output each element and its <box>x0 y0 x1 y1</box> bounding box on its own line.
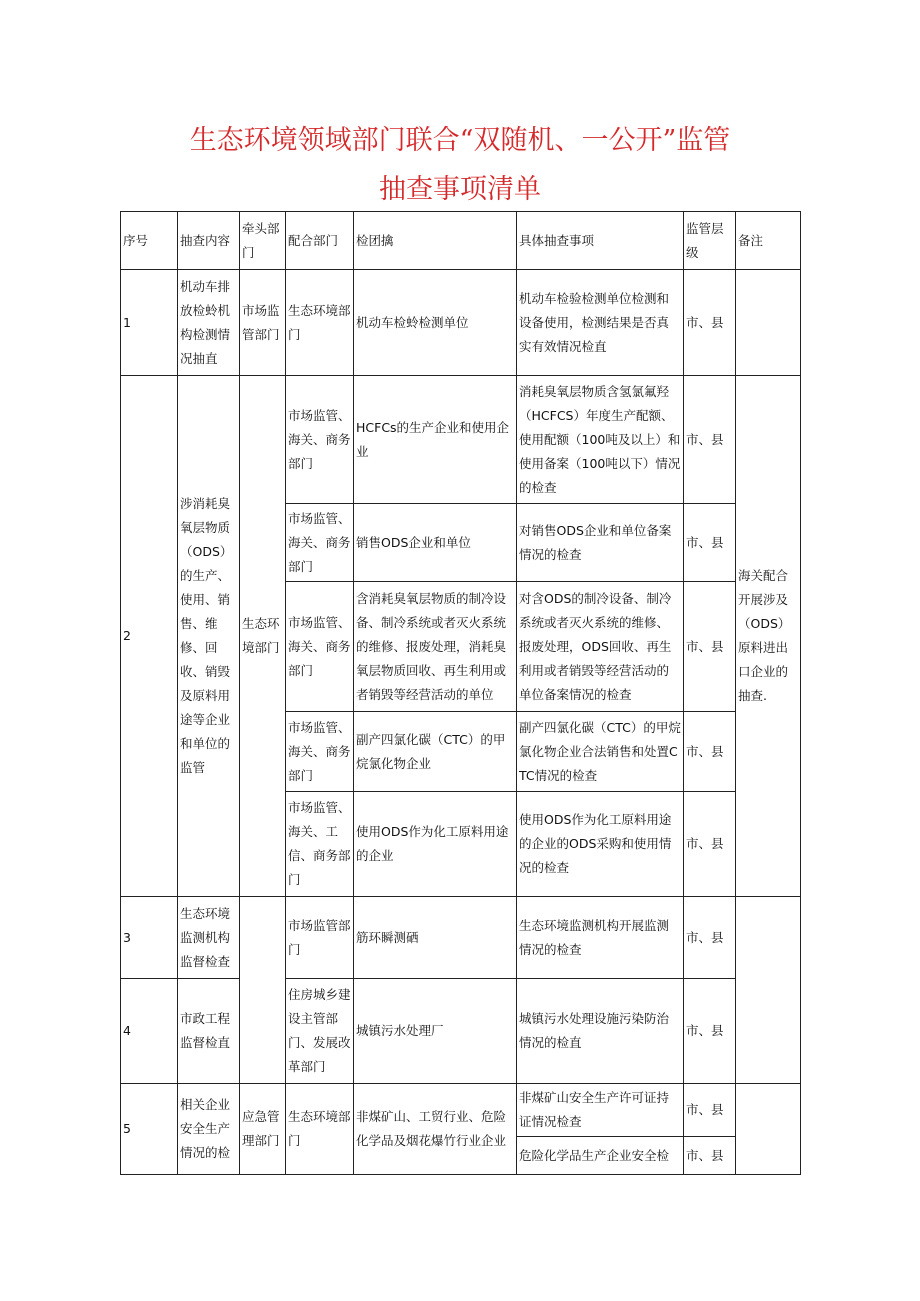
inspection-object: 城镇污水处理厂 <box>354 979 517 1084</box>
inspection-content: 相关企业安全生产情况的检 <box>178 1084 240 1175</box>
cooperating-department: 市场监管、海关、商务部门 <box>286 582 354 712</box>
table-row <box>121 270 801 376</box>
lead-department: 生态环境部门 <box>240 376 286 897</box>
inspection-object: 使用ODS作为化工原料用途的企业 <box>354 792 517 897</box>
cooperating-department: 住房城乡建设主管部门、发展改革部门 <box>286 979 354 1084</box>
header-row <box>121 212 801 270</box>
inspection-item: 副产四氯化碳（CTC）的甲烷氯化物企业合法销售和处置CTC情况的检查 <box>517 712 684 792</box>
table-row <box>121 1084 801 1137</box>
page-subtitle: 抽查事项清单 <box>379 174 541 205</box>
header-cell: 抽查内容 <box>178 212 240 270</box>
remark: 海关配合开展涉及（ODS）原料进出口企业的抽查. <box>736 376 801 897</box>
table-row <box>121 979 801 1084</box>
supervision-level: 市、县 <box>684 1137 736 1175</box>
inspection-item: 对含ODS的制冷设备、制冷系统或者灭火系统的维修、报废处理，ODS回收、再生利用或者销毁等经营活动的单位备案情况的检查 <box>517 582 684 712</box>
header-cell: 备注 <box>736 212 801 270</box>
inspection-object: 筋环瞬测硒 <box>354 897 517 979</box>
inspection-object: 非煤矿山、工贸行业、危险化学品及烟花爆竹行业企业 <box>354 1084 517 1175</box>
supervision-level: 市、县 <box>684 712 736 792</box>
inspection-content: 机动车排放检蛉机构检测情况抽直 <box>178 270 240 376</box>
lead-department <box>240 897 286 1084</box>
table-row <box>121 376 801 504</box>
inspection-content: 生态环境监测机构监督检查 <box>178 897 240 979</box>
cooperating-department: 生态环境部门 <box>286 1084 354 1175</box>
inspection-item: 机动车检验检测单位检测和设备使用，检测结果是否真实有效情况检直 <box>517 270 684 376</box>
cooperating-department: 市场监管、海关、工信、商务部门 <box>286 792 354 897</box>
header-cell: 检团擒 <box>354 212 517 270</box>
supervision-level: 市、县 <box>684 1084 736 1137</box>
lead-department: 应急管理部门 <box>240 1084 286 1175</box>
supervision-level: 市、县 <box>684 376 736 504</box>
inspection-object: HCFCs的生产企业和使用企业 <box>354 376 517 504</box>
row-number: 3 <box>121 897 178 979</box>
inspection-item: 城镇污水处理设施污染防治情况的检直 <box>517 979 684 1084</box>
cooperating-department: 生态环境部门 <box>286 270 354 376</box>
inspection-content: 市政工程监督检直 <box>178 979 240 1084</box>
row-number: 1 <box>121 270 178 376</box>
table-row <box>121 897 801 979</box>
supervision-level: 市、县 <box>684 270 736 376</box>
inspection-item: 危险化学品生产企业安全检 <box>517 1137 684 1175</box>
header-cell: 监管层级 <box>684 212 736 270</box>
inspection-item: 使用ODS作为化工原料用途的企业的ODS采购和使用情况的检查 <box>517 792 684 897</box>
inspection-item: 消耗臭氧层物质含氢氯氟羟（HCFCS）年度生产配额、使用配额（100吨及以上）和使用备案（100吨以下）情况的检查 <box>517 376 684 504</box>
remark <box>736 1084 801 1175</box>
header-cell: 牵头部门 <box>240 212 286 270</box>
header-cell: 序号 <box>121 212 178 270</box>
row-number: 4 <box>121 979 178 1084</box>
lead-department: 市场监管部门 <box>240 270 286 376</box>
header-cell: 具体抽查事项 <box>517 212 684 270</box>
supervision-level: 市、县 <box>684 792 736 897</box>
supervision-level: 市、县 <box>684 979 736 1084</box>
supervision-level: 市、县 <box>684 582 736 712</box>
cooperating-department: 市场监管、海关、商务部门 <box>286 504 354 582</box>
inspection-object: 副产四氯化碳（CTC）的甲烷氯化物企业 <box>354 712 517 792</box>
row-number: 2 <box>121 376 178 897</box>
inspection-content: 涉消耗臭氧层物质（ODS）的生产、使用、销售、维修、回收、销毁及原料用途等企业和单位的监管 <box>178 376 240 897</box>
cooperating-department: 市场监管、海关、商务部门 <box>286 712 354 792</box>
inspection-object: 销售ODS企业和单位 <box>354 504 517 582</box>
supervision-level: 市、县 <box>684 897 736 979</box>
inspection-table <box>120 211 801 1175</box>
cooperating-department: 市场监管、海关、商务部门 <box>286 376 354 504</box>
row-number: 5 <box>121 1084 178 1175</box>
header-cell: 配合部门 <box>286 212 354 270</box>
inspection-object: 机动车检蛉检测单位 <box>354 270 517 376</box>
inspection-object: 含消耗臭氧层物质的制冷设备、制冷系统或者灭火系统的维修、报废处理，消耗臭氧层物质回收、再生利用或者销毁等经营活动的单位 <box>354 582 517 712</box>
inspection-item: 非煤矿山安全生产许可证持证情况检查 <box>517 1084 684 1137</box>
inspection-item: 生态环境监测机构开展监测情况的检查 <box>517 897 684 979</box>
remark <box>736 270 801 376</box>
remark <box>736 897 801 1084</box>
inspection-item: 对销售ODS企业和单位备案情况的检查 <box>517 504 684 582</box>
cooperating-department: 市场监管部门 <box>286 897 354 979</box>
page-title: 生态环境领域部门联合“双随机、一公开”监管 <box>189 125 731 156</box>
supervision-level: 市、县 <box>684 504 736 582</box>
